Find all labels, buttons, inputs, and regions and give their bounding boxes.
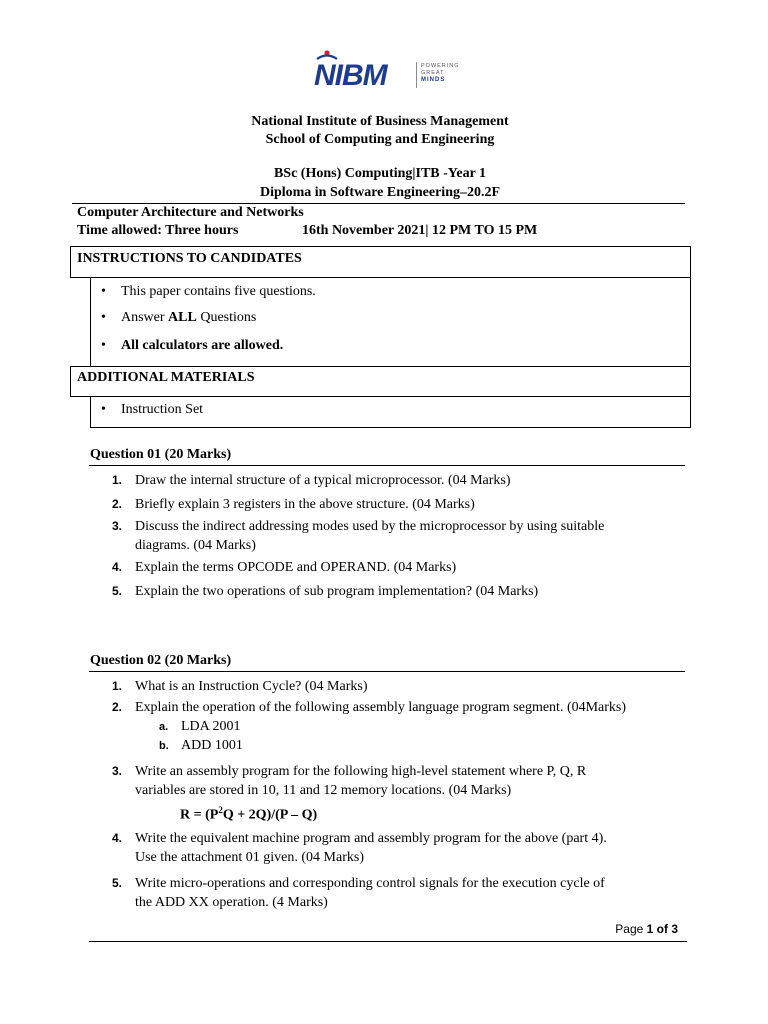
logo-tagline-line: MINDS bbox=[421, 77, 446, 83]
sub-item: a. LDA 2001 bbox=[159, 719, 241, 734]
logo-tagline-line: POWERING bbox=[421, 63, 460, 69]
question-item: 4. Explain the terms OPCODE and OPERAND. (04 Marks) bbox=[112, 560, 457, 575]
question-02-rule bbox=[89, 671, 685, 672]
materials-title: ADDITIONAL MATERIALS bbox=[77, 370, 255, 385]
time-allowed: Time allowed: Three hours bbox=[77, 223, 239, 238]
logo-tagline-line: GREAT bbox=[421, 70, 445, 76]
question-01-rule bbox=[89, 465, 685, 466]
page-number: Page 1 of 3 bbox=[615, 922, 678, 936]
footer-rule bbox=[89, 941, 687, 942]
question-item: 5. Explain the two operations of sub program implementation? (04 Marks) bbox=[112, 584, 539, 599]
question-item: 2. Briefly explain 3 registers in the above structure. (04 Marks) bbox=[112, 497, 475, 512]
school-name: School of Computing and Engineering bbox=[265, 132, 495, 147]
question-item: 3. Write an assembly program for the following high-level statement where P, Q, R variables are stored in 10, 11 and 12 memory locations. (04 Marks) bbox=[112, 764, 587, 798]
question-item: 3. Discuss the indirect addressing modes used by the microprocessor by using suitable diagrams. (04 Marks) bbox=[112, 519, 605, 553]
logo-divider bbox=[416, 62, 417, 88]
sub-item: b. ADD 1001 bbox=[159, 738, 243, 753]
question-item: 4. Write the equivalent machine program and assembly program for the above (part 4). Use the attachment 01 given. (04 Marks) bbox=[112, 831, 607, 865]
exam-date: 16th November 2021| 12 PM TO 15 PM bbox=[302, 223, 538, 238]
nibm-logo bbox=[310, 50, 466, 96]
instructions-header-box bbox=[70, 246, 691, 278]
question-item: 2. Explain the operation of the following assembly language program segment. (04Marks) bbox=[112, 700, 627, 715]
diploma-name: Diploma in Software Engineering–20.2F bbox=[259, 185, 501, 200]
header-divider bbox=[72, 203, 685, 204]
subject-name: Computer Architecture and Networks bbox=[77, 205, 304, 220]
question-item: 1. What is an Instruction Cycle? (04 Marks) bbox=[112, 679, 368, 694]
formula: $R = (P^2Q + 2Q)/(P - Q)$ bbox=[180, 805, 318, 823]
logo-brand: NIBM bbox=[314, 59, 387, 92]
question-item: 1. Draw the internal structure of a typical microprocessor. (04 Marks) bbox=[112, 473, 511, 488]
materials-header-box bbox=[70, 366, 691, 397]
institute-name: National Institute of Business Management bbox=[251, 114, 509, 129]
materials-list-box: • Instruction Set bbox=[90, 396, 691, 428]
logo-tagline bbox=[421, 63, 460, 84]
programme-name: BSc (Hons) Computing|ITB -Year 1 bbox=[273, 166, 487, 181]
instructions-title: INSTRUCTIONS TO CANDIDATES bbox=[77, 251, 302, 266]
instructions-list-box: • This paper contains five questions. • Answer ALL Questions • All calculators are allowed. bbox=[90, 277, 691, 367]
question-item: 5. Write micro-operations and corresponding control signals for the execution cycle of the ADD XX operation. (4 Marks) bbox=[112, 876, 605, 910]
question-01-title: Question 01 (20 Marks) bbox=[90, 447, 232, 462]
question-02-title: Question 02 (20 Marks) bbox=[90, 653, 232, 668]
